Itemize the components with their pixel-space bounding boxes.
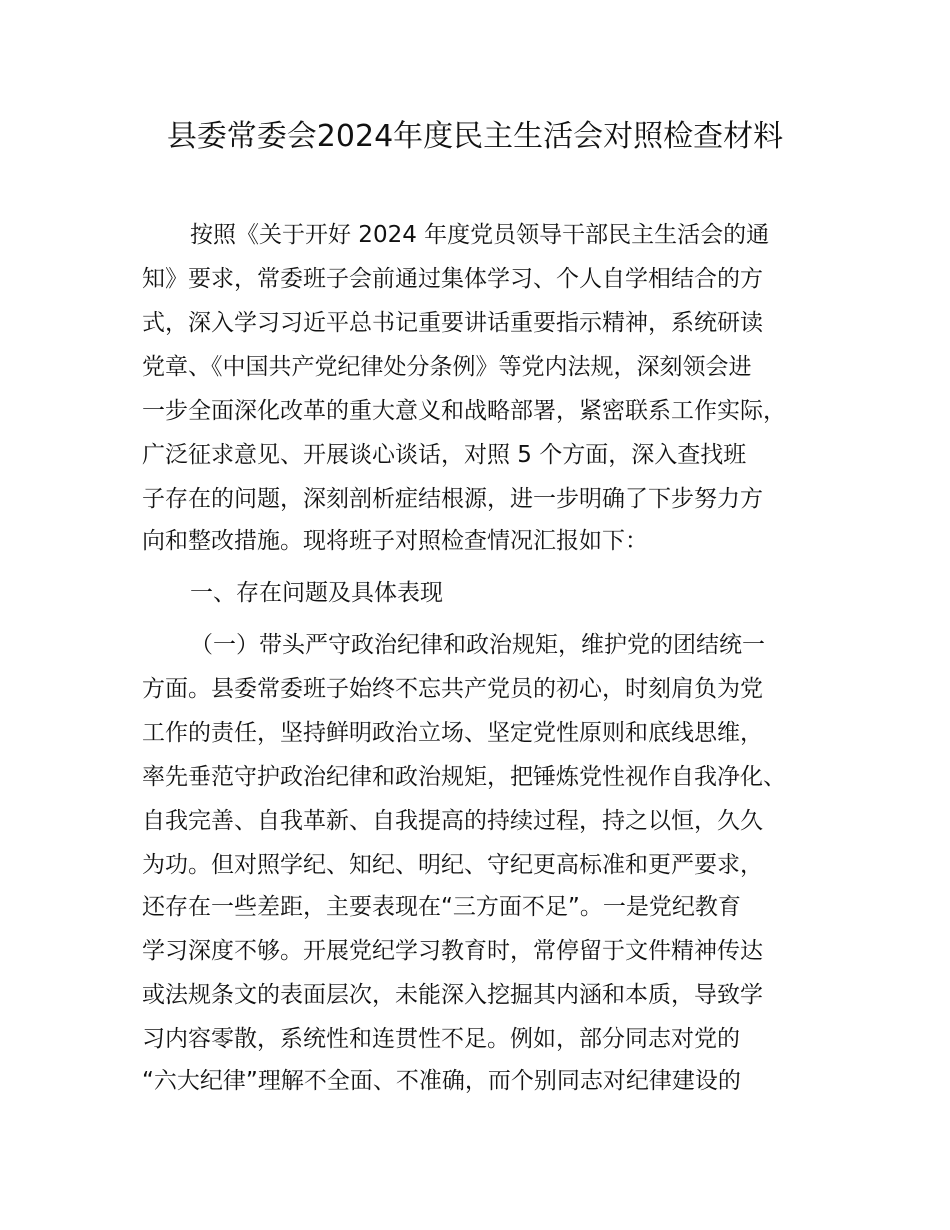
paragraph2-line: 方面。县委常委班子始终不忘共产党员的初心，时刻肩负为党 [142,676,763,702]
section-heading: 一、存在问题及具体表现 [190,580,443,606]
paragraph2-line: 自我完善、自我革新、自我提高的持续过程，持之以恒，久久 [142,808,763,834]
paragraph2-line: 或法规条文的表面层次，未能深入挖掘其内涵和本质，导致学 [142,982,763,1008]
paragraph2-line: “六大纪律”理解不全面、不准确，而个别同志对纪律建设的 [142,1068,741,1094]
paragraph1-line: 党章、《中国共产党纪律处分条例》等党内法规，深刻领会进 [142,354,752,380]
paragraph1-line: 按照《关于开好 2024 年度党员领导干部民主生活会的通 [190,222,770,248]
paragraph1-line: 子存在的问题，深刻剖析症结根源，进一步明确了下步努力方 [142,486,763,512]
paragraph1-line: 向和整改措施。现将班子对照检查情况汇报如下： [142,528,648,554]
paragraph1-line: 一步全面深化改革的重大意义和战略部署，紧密联系工作实际， [142,398,786,424]
paragraph2-line: 率先垂范守护政治纪律和政治规矩，把锤炼党性视作自我净化、 [142,764,786,790]
paragraph2-line: 工作的责任，坚持鲜明政治立场、坚定党性原则和底线思维， [142,720,763,746]
paragraph2-line: 还存在一些差距，主要表现在“三方面不足”。一是党纪教育 [142,894,741,920]
paragraph2-line: 习内容零散，系统性和连贯性不足。例如，部分同志对党的 [142,1026,740,1052]
paragraph1-line: 式，深入学习习近平总书记重要讲话重要指示精神，系统研读 [142,310,763,336]
paragraph2-line: （一）带头严守政治纪律和政治规矩，维护党的团结统一 [190,632,765,658]
paragraph2-line: 为功。但对照学纪、知纪、明纪、守纪更高标准和更严要求， [142,852,763,878]
paragraph2-line: 学习深度不够。开展党纪学习教育时，常停留于文件精神传达 [142,938,763,964]
document-title: 县委常委会2024年度民主生活会对照检查材料 [166,119,784,154]
paragraph1-line: 广泛征求意见、开展谈心谈话，对照 5 个方面，深入查找班 [142,442,747,468]
paragraph1-line: 知》要求，常委班子会前通过集体学习、个人自学相结合的方 [142,266,763,292]
